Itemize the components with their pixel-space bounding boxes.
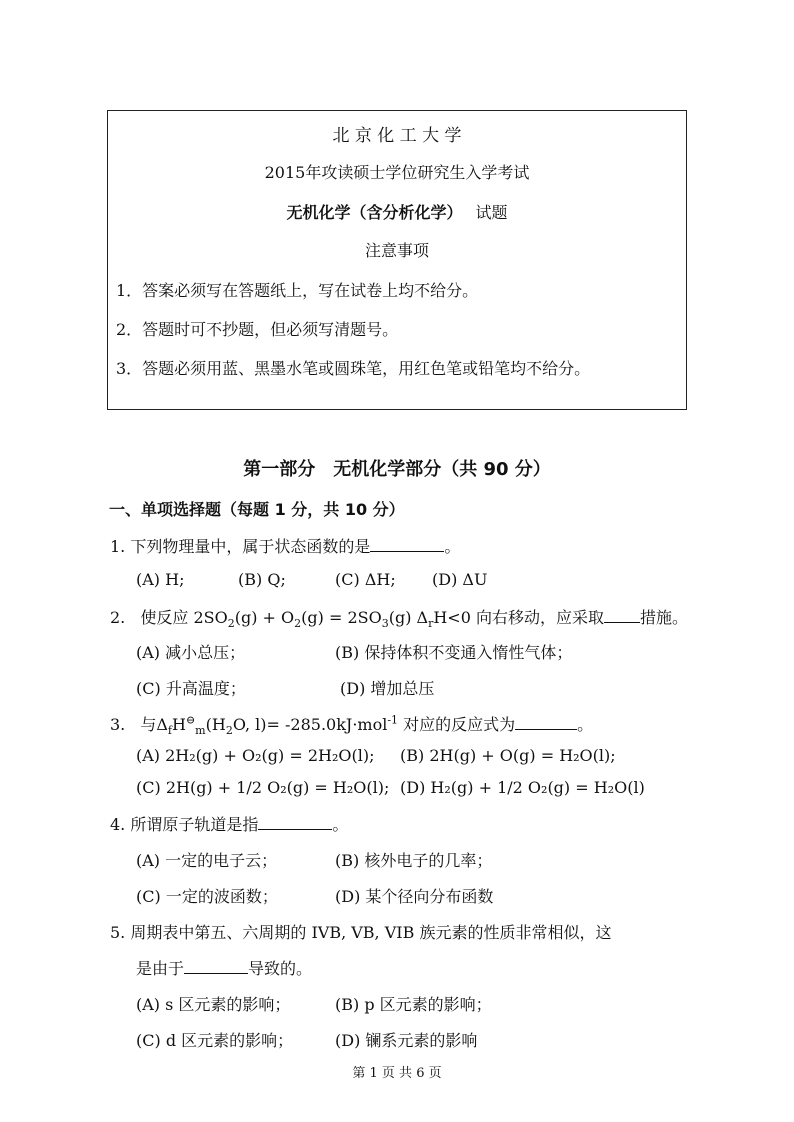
q3-s2: m — [195, 724, 206, 738]
q2-p1: 使反应 2SO — [140, 608, 228, 627]
q2-s3: 3 — [381, 617, 389, 631]
subject-suffix: 试题 — [475, 203, 508, 222]
q2-s4: r — [428, 617, 434, 631]
q1-text: 1. 下列物理量中，属于状态函数的是 — [110, 537, 371, 556]
q3-s1: f — [167, 724, 172, 738]
notice-item-2: 2．答题时可不抄题，但必须写清题号。 — [116, 320, 399, 339]
notice-item-1: 1．答案必须写在答题纸上，写在试卷上均不给分。 — [116, 281, 479, 300]
question-4-stem — [110, 812, 348, 835]
q3-p3: (H — [205, 715, 226, 734]
q1-end: 。 — [444, 537, 461, 556]
q2-p5: H<0 向右移动，应采取 — [433, 608, 604, 627]
q3-sup1: ⊖ — [185, 713, 196, 727]
q3-sup2: -1 — [387, 713, 399, 727]
q4-option-d: (D) 某个径向分布函数 — [335, 887, 494, 906]
q3-blank — [515, 715, 577, 730]
q3-num: 3. — [110, 715, 126, 734]
q5-option-c: (C) d 区元素的影响； — [136, 1031, 294, 1050]
question-3-stem — [110, 712, 594, 738]
q4-option-b: (B) 核外电子的几率； — [335, 851, 493, 870]
q3-p5: 对应的反应式为 — [398, 715, 516, 734]
q5-end: 导致的。 — [248, 959, 313, 978]
q5-option-a: (A) s 区元素的影响； — [136, 995, 291, 1014]
question-1-stem — [110, 534, 460, 557]
q2-blank — [604, 608, 640, 623]
exam-title: 2015年攻读硕士学位研究生入学考试 — [264, 163, 530, 182]
q3-option-a: (A) 2H₂(g) + O₂(g) = 2H₂O(l); — [136, 746, 375, 765]
q4-option-c: (C) 一定的波函数； — [136, 887, 278, 906]
q4-end: 。 — [332, 815, 349, 834]
part-title: 第一部分 无机化学部分（共 90 分） — [243, 459, 551, 480]
section-heading: 一、单项选择题（每题 1 分，共 10 分） — [109, 500, 405, 519]
q3-s3: 2 — [225, 724, 233, 738]
q3-option-b: (B) 2H(g) + O(g) = H₂O(l); — [400, 746, 616, 765]
q2-end: 措施。 — [639, 608, 688, 627]
q2-p2: (g) + O — [234, 608, 295, 627]
page-number: 第 1 页 共 6 页 — [352, 1066, 442, 1081]
q3-p1: 与Δ — [140, 715, 168, 734]
q3-option-c: (C) 2H(g) + 1/2 O₂(g) = H₂O(l); — [136, 778, 390, 797]
q2-option-c: (C) 升高温度； — [136, 679, 246, 698]
q2-option-a: (A) 减小总压； — [136, 643, 246, 662]
question-5-stem-line2 — [136, 956, 312, 979]
q5-option-b: (B) p 区元素的影响； — [335, 995, 492, 1014]
q2-option-d: (D) 增加总压 — [340, 679, 435, 698]
q2-num: 2. — [110, 608, 126, 627]
q1-option-d: (D) ΔU — [432, 570, 488, 589]
notice-title: 注意事项 — [364, 241, 429, 260]
q2-p3: (g) = 2SO — [301, 608, 382, 627]
q3-option-d: (D) H₂(g) + 1/2 O₂(g) = H₂O(l) — [400, 778, 645, 797]
q5-text: 是由于 — [136, 959, 185, 978]
question-2-stem — [110, 605, 688, 631]
subject-title — [107, 200, 687, 223]
q2-s2: 2 — [294, 617, 302, 631]
q3-end: 。 — [577, 715, 594, 734]
q3-p4: O, l)= -285.0kJ·mol — [232, 715, 388, 734]
question-5-stem-line1: 5. 周期表中第五、六周期的 IVB, VB, VIB 族元素的性质非常相似，这 — [110, 923, 612, 942]
notice-item-3: 3．答题必须用蓝、黑墨水笔或圆珠笔，用红色笔或铅笔均不给分。 — [116, 359, 591, 378]
q3-p2: H — [172, 715, 186, 734]
q2-p4: (g) Δ — [388, 608, 429, 627]
q2-option-b: (B) 保持体积不变通入惰性气体； — [335, 643, 573, 662]
q4-option-a: (A) 一定的电子云； — [136, 851, 278, 870]
q1-option-a: (A) H; — [136, 570, 185, 589]
q5-blank — [184, 959, 248, 974]
q1-blank — [370, 537, 444, 552]
q1-option-c: (C) ΔH; — [335, 570, 396, 589]
university-name: 北 京 化 工 大 学 — [332, 126, 462, 146]
q5-option-d: (D) 镧系元素的影响 — [335, 1031, 478, 1050]
q2-s1: 2 — [227, 617, 235, 631]
q4-text: 4. 所谓原子轨道是指 — [110, 815, 259, 834]
q1-option-b: (B) Q; — [238, 570, 286, 589]
q4-blank — [258, 815, 332, 830]
subject-name: 无机化学（含分析化学） — [286, 203, 463, 222]
